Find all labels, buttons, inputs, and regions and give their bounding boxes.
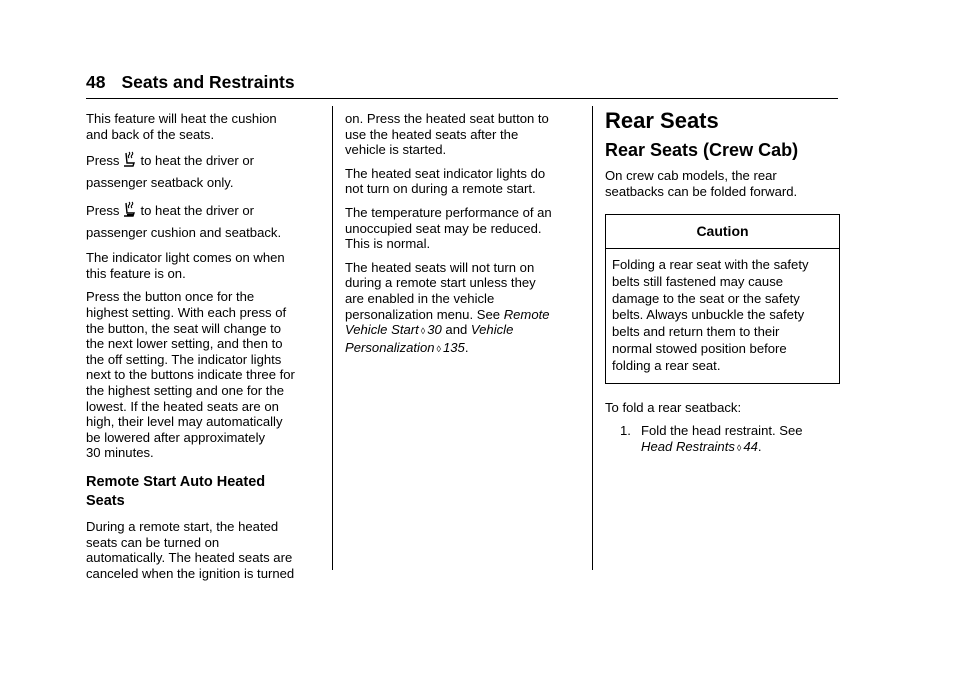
page-ref-icon: ◊: [420, 326, 426, 337]
page-ref[interactable]: 30: [427, 322, 442, 338]
paragraph: [345, 260, 580, 358]
page-ref[interactable]: 44: [743, 438, 758, 454]
column-3: [605, 108, 840, 456]
column-divider-2: [592, 106, 593, 570]
xref-remote-vehicle-start[interactable]: Remote Vehicle Start: [345, 306, 550, 338]
paragraph: On crew cab models, the rear seatbacks can be folded forward.: [605, 168, 798, 199]
press-text: Press: [86, 153, 120, 169]
paragraph-seat: [86, 200, 326, 244]
list-item: [605, 423, 840, 456]
caution-box: [605, 214, 840, 383]
press-text-rest: to heat the driver or passenger seatback only.: [86, 153, 255, 191]
subsection-heading: Rear Seats (Crew Cab): [605, 139, 799, 160]
step-text: Fold the head restraint. See Head Restraints ◊ 44.: [641, 423, 803, 454]
paragraph: During a remote start, the heated seats can be turned on automatically. The heated seats are canceled when the ignition is turned: [86, 518, 295, 581]
paragraph: This feature will heat the cushion and back of the seats.: [86, 111, 277, 142]
header-rule: [86, 98, 838, 99]
paragraph: The indicator light comes on when this feature is on.: [86, 250, 285, 281]
caution-body: Folding a rear seat with the safety belts still fastened may cause damage to the seat or the safety belts. Always unbuckle the safety belts and return them to their normal stowed position before folding a rear seat.: [612, 256, 809, 373]
paragraph-text: The heated seats will not turn on during a remote start unless they are enabled in the vehicle personalization menu. See: [345, 259, 536, 322]
press-text-rest: to heat the driver or passenger cushion and seatback.: [86, 203, 282, 241]
paragraph: Press the button once for the highest setting. With each press of the button, the seat will change to the next lower setting, and then to the off setting. The indicator lights next to the buttons indicate three for the highest setting and one for the lowest. If the heated seats are on high, their level may automatically be lowered after approximately 30 minutes.: [86, 289, 295, 461]
caution-title: Caution: [606, 215, 839, 249]
step-number: 1.: [620, 423, 631, 439]
subsection-heading: Remote Start Auto Heated Seats: [86, 473, 266, 509]
conjunction: and: [441, 322, 471, 338]
page-ref[interactable]: 135: [442, 339, 465, 355]
press-text: Press: [86, 203, 120, 219]
xref-vehicle-personalization[interactable]: Vehicle Personalization: [345, 322, 514, 355]
paragraph: To fold a rear seatback:: [605, 399, 742, 415]
punctuation: .: [757, 438, 762, 454]
paragraph: The temperature performance of an unoccupied seat may be reduced. This is normal.: [345, 204, 552, 252]
page-ref-icon: ◊: [736, 442, 742, 453]
paragraph: on. Press the heated seat button to use the heated seats after the vehicle is started.: [345, 111, 549, 158]
paragraph-seatback: [86, 150, 326, 194]
column-2: [345, 111, 580, 365]
punctuation: .: [464, 339, 469, 355]
section-title: Seats and Restraints: [121, 72, 295, 92]
heated-seat-icon: [121, 200, 137, 218]
column-1: [86, 111, 326, 589]
column-divider-1: [332, 106, 333, 570]
xref-head-restraints[interactable]: Head Restraints: [641, 438, 735, 454]
section-heading: Rear Seats: [605, 108, 719, 133]
heated-seatback-icon: [121, 150, 137, 168]
page-number: 48: [86, 72, 106, 92]
paragraph: The heated seat indicator lights do not turn on during a remote start.: [345, 165, 546, 197]
page-header: [86, 72, 295, 93]
page-ref-icon: ◊: [436, 343, 441, 354]
